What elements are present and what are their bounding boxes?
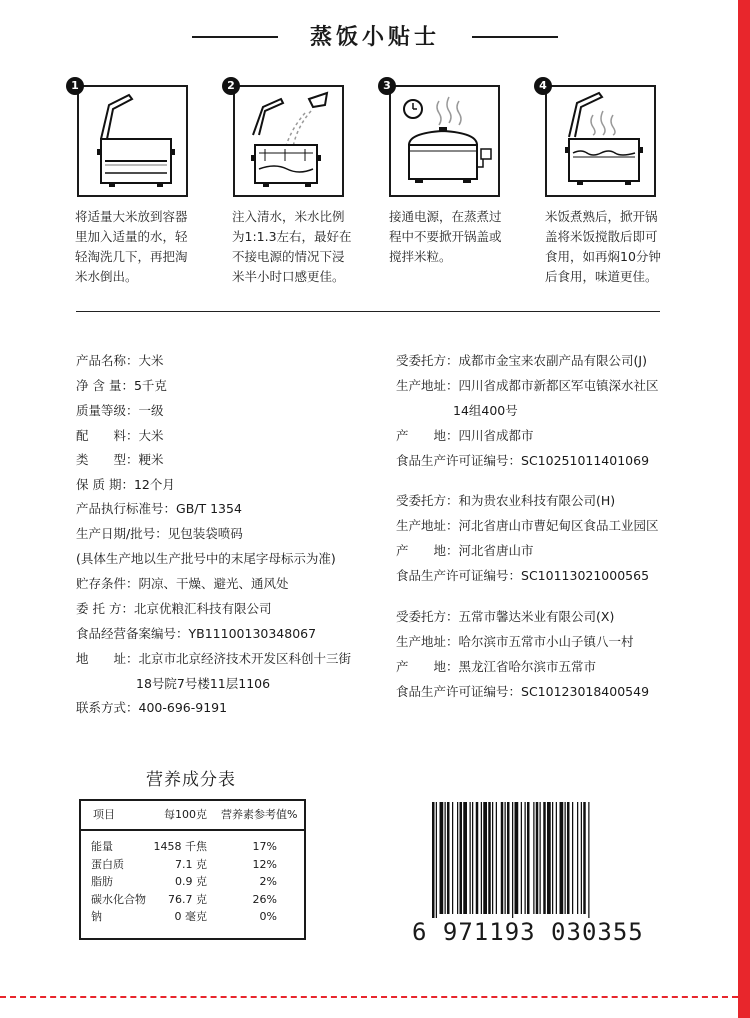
nutrition-item: 碳水化合物 [91, 892, 146, 906]
section-divider [76, 311, 660, 312]
barcode-bar [492, 802, 493, 914]
add-water-icon [235, 87, 342, 195]
step-4-badge: 4 [534, 77, 552, 95]
barcode-bar [521, 802, 522, 914]
producer-info-line [396, 493, 615, 509]
producer-info-label: 食品生产许可证编号： [396, 568, 522, 583]
nutrition-amount: 1458 千焦 [153, 840, 207, 853]
producer-info-label: 产 地： [396, 659, 459, 674]
producer-info-line [396, 378, 659, 394]
barcode-bar [452, 802, 453, 914]
nutrition-amount: 76.7 克 [168, 892, 207, 906]
product-info-line [76, 551, 336, 567]
barcode-bar [565, 802, 566, 914]
barcode-bar [540, 802, 541, 914]
producer-info-line [396, 453, 649, 469]
product-info-label: 保 质 期： [76, 477, 134, 492]
product-info-line [76, 700, 227, 716]
producer-info-line [396, 634, 634, 650]
barcode-bar [560, 802, 564, 914]
product-info-line [76, 601, 271, 617]
product-info-value: GB/T 1354 [176, 501, 242, 516]
product-info-label: 产品执行标准号： [76, 501, 177, 516]
producer-info-label: 受委托方： [396, 353, 459, 368]
nutrition-header-item: 项目 [93, 808, 115, 821]
product-info-label: 类 型： [76, 452, 139, 467]
nutrition-header-nrv: 营养素参考值% [221, 808, 298, 821]
barcode-bar [476, 802, 479, 914]
product-info-line [76, 576, 289, 592]
barcode-bar [436, 802, 437, 925]
product-info-value: YB11100130348067 [188, 626, 317, 641]
barcode-bar [533, 802, 534, 914]
producer-info-label: 生产地址： [396, 518, 459, 533]
producer-info-value: 和为贵农业科技有限公司(H) [458, 493, 616, 508]
red-edge-stripe [738, 0, 750, 1018]
step-4-illustration [545, 85, 656, 197]
producer-info-label: 生产地址： [396, 634, 459, 649]
nutrition-item: 脂肪 [91, 875, 113, 888]
step-2-text: 注入清水，米水比例 为1:1.3左右，最好在 不接电源的情况下浸 米半小时口感更佳。 [232, 209, 352, 284]
barcode-bar [577, 802, 578, 914]
barcode-bar [481, 802, 482, 914]
producer-info-value: 黑龙江省哈尔滨市五常市 [458, 659, 597, 674]
product-info-label: 生产日期/批号： [76, 526, 168, 541]
nutrition-nrv: 12% [252, 857, 277, 871]
page-title: 蒸饭小贴士 [309, 25, 440, 50]
nutrition-amount: 0.9 克 [175, 875, 207, 888]
barcode-bar [536, 802, 539, 914]
product-info-label: 净 含 量： [76, 378, 134, 393]
nutrition-item: 蛋白质 [91, 857, 124, 871]
producer-info-label: 食品生产许可证编号： [396, 453, 522, 468]
producer-info-line [453, 403, 518, 419]
nutrition-item: 能量 [91, 840, 113, 853]
producer-info-line [396, 684, 649, 700]
barcode-bar [512, 802, 513, 925]
nutrition-title: 营养成分表 [146, 770, 236, 790]
product-info-label: 贮存条件： [76, 576, 139, 591]
nutrition-amount: 0 毫克 [174, 910, 207, 923]
step-4-text: 米饭煮熟后，掀开锅 盖将米饭搅散后即可 食用，如再焖10分钟 后食用，味道更佳。 [545, 209, 661, 284]
barcode-bar [588, 802, 589, 925]
producer-info-line [396, 428, 534, 444]
cooker-power-on-icon [391, 87, 498, 195]
product-info-label: 联系方式： [76, 700, 139, 715]
producer-info-value: 成都市金宝来农副产品有限公司(J) [458, 353, 647, 368]
step-2-badge: 2 [222, 77, 240, 95]
barcode-bar [507, 802, 510, 914]
product-info-value: 北京优粮汇科技有限公司 [133, 601, 272, 616]
producer-info-value: 哈尔滨市五常市小山子镇八一村 [458, 634, 634, 649]
producer-info-value: SC10251011401069 [521, 453, 650, 468]
barcode [430, 802, 633, 925]
producer-info-line [396, 543, 534, 559]
step-1-illustration [77, 85, 188, 197]
producer-info-label: 产 地： [396, 428, 459, 443]
product-info-value: 粳米 [138, 452, 164, 467]
producer-info-value: 四川省成都市新都区军屯镇深水社区 [458, 378, 659, 393]
product-info-label: 质量等级： [76, 403, 139, 418]
product-info-value: 5千克 [133, 378, 167, 393]
barcode-bar [567, 802, 570, 914]
barcode-bar [447, 802, 450, 914]
producer-info-value: 五常市馨达米业有限公司(X) [458, 609, 615, 624]
nutrition-nrv: 0% [259, 910, 277, 923]
producer-info-line [396, 609, 614, 625]
barcode-bar [472, 802, 473, 914]
product-info-value: 一级 [138, 403, 164, 418]
producer-info-line [396, 659, 596, 675]
barcode-bar [515, 802, 519, 914]
barcode-bar [527, 802, 530, 914]
nutrition-nrv: 26% [252, 892, 277, 906]
product-info-label: 配 料： [76, 428, 139, 443]
barcode-bar [572, 802, 573, 914]
product-info-line [76, 378, 167, 394]
barcode-bar [432, 802, 435, 925]
product-info-line [76, 428, 164, 444]
nutrition-item: 钠 [91, 910, 102, 923]
nutrition-nrv: 2% [259, 875, 277, 888]
cooked-rice-icon [547, 87, 654, 195]
product-info-label: 委 托 方： [76, 601, 134, 616]
product-info-line [76, 501, 242, 517]
producer-info-label: 受委托方： [396, 493, 459, 508]
product-info-line [76, 452, 164, 468]
producer-info-label: 产 地： [396, 543, 459, 558]
product-info-value: 大米 [138, 353, 164, 368]
barcode-bar [501, 802, 504, 914]
product-info-value: 见包装袋喷码 [167, 526, 243, 541]
barcode-bar [547, 802, 551, 914]
barcode-bar [463, 802, 467, 914]
product-info-value: 18号院7号楼11层1106 [136, 676, 271, 691]
barcode-bar [460, 802, 463, 914]
barcode-bar [581, 802, 582, 914]
step-2-illustration [233, 85, 344, 197]
bottom-cut-line [0, 996, 738, 998]
producer-info-value: 四川省成都市 [458, 428, 534, 443]
producer-info-value: SC10123018400549 [521, 684, 650, 699]
barcode-bar [583, 802, 586, 914]
step-3-badge: 3 [378, 77, 396, 95]
step-1-badge: 1 [66, 77, 84, 95]
producer-info-value: 河北省唐山市 [458, 543, 534, 558]
producer-info-label: 受委托方： [396, 609, 459, 624]
nutrition-nrv: 17% [252, 840, 277, 853]
product-info-value: 北京市北京经济技术开发区科创十三街 [138, 651, 352, 666]
barcode-bar [556, 802, 557, 914]
step-1-text: 将适量大米放到容器 里加入适量的水，轻 轻淘洗几下，再把淘 米水倒出。 [75, 209, 188, 284]
producer-info-label: 食品生产许可证编号： [396, 684, 522, 699]
product-info-line [76, 403, 164, 419]
product-info-label: 地 址： [76, 651, 139, 666]
barcode-bar [505, 802, 506, 914]
rice-cooker-wash-icon [79, 87, 186, 195]
product-info-line [76, 477, 175, 493]
producer-info-line [396, 518, 659, 534]
producer-info-value: 14组400号 [453, 403, 518, 418]
product-info-value: 大米 [138, 428, 164, 443]
product-info-value: 12个月 [133, 477, 175, 492]
barcode-bar [457, 802, 458, 914]
barcode-bar [445, 802, 446, 914]
barcode-number: 6 971193 030355 [412, 918, 644, 946]
barcode-bar [488, 802, 491, 914]
step-3-text: 接通电源，在蒸煮过 程中不要掀开锅盖或 搅拌米粒。 [389, 209, 502, 264]
barcode-bar [470, 802, 471, 914]
producer-info-value: 河北省唐山市曹妃甸区食品工业园区 [458, 518, 659, 533]
product-info-line [76, 626, 316, 642]
product-info-value: (具体生产地以生产批号中的末尾字母标示为准) [76, 551, 336, 566]
product-info-value: 400-696-9191 [138, 700, 228, 715]
barcode-bar [525, 802, 526, 914]
nutrition-header-per100g: 每100克 [164, 808, 207, 821]
product-info-label: 产品名称： [76, 353, 139, 368]
product-info-line [76, 526, 243, 542]
nutrition-table [79, 799, 306, 940]
product-info-label: 食品经营备案编号： [76, 626, 189, 641]
barcode-bar [483, 802, 487, 914]
barcode-bar [552, 802, 553, 914]
producer-info-label: 生产地址： [396, 378, 459, 393]
product-info-line [76, 651, 351, 667]
barcode-bar [496, 802, 497, 914]
barcode-bar [543, 802, 546, 914]
barcode-bar [440, 802, 444, 914]
producer-info-value: SC10113021000565 [521, 568, 650, 583]
nutrition-amount: 7.1 克 [175, 857, 207, 871]
product-info-line [76, 353, 164, 369]
producer-info-line [396, 568, 649, 584]
product-info-line [136, 676, 270, 692]
nutrition-header-rule [81, 829, 304, 831]
producer-info-line [396, 353, 647, 369]
product-info-value: 阴凉、干燥、避光、通风处 [138, 576, 289, 591]
step-3-illustration [389, 85, 500, 197]
